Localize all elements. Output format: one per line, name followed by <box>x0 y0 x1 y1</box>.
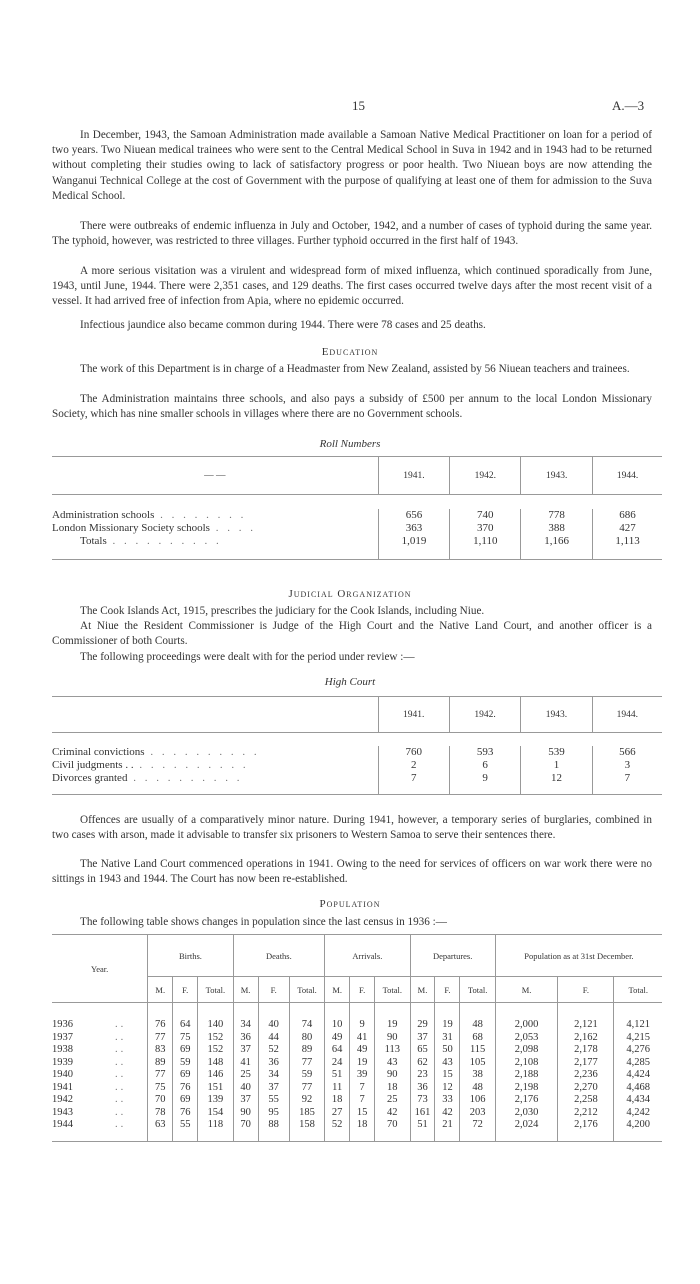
heading-population: Population <box>319 898 381 910</box>
table-cell: 4,468 <box>614 1081 662 1094</box>
table-cell: 146 <box>198 1069 233 1082</box>
table-cell: 29 <box>410 1019 435 1032</box>
row-leader: . . . . . . . . . . <box>133 759 249 771</box>
table-cell: 27 <box>325 1106 350 1119</box>
table-cell: 24 <box>325 1056 350 1069</box>
table-cell: 154 <box>198 1106 233 1119</box>
table-cell: 59 <box>173 1056 198 1069</box>
table-cell: 3 <box>592 759 662 772</box>
table-cell: 7 <box>350 1094 375 1107</box>
table-cell: 4,242 <box>614 1106 662 1119</box>
table-cell: 48 <box>460 1081 495 1094</box>
table-cell: 52 <box>325 1119 350 1132</box>
table-cell: 2,198 <box>495 1081 557 1094</box>
row-leader: .. <box>115 1119 127 1131</box>
table-cell: 70 <box>148 1094 173 1107</box>
sub-header: M. <box>148 977 173 1003</box>
table-cell: 18 <box>375 1081 410 1094</box>
table-cell: 152 <box>198 1031 233 1044</box>
column-header: 1943. <box>521 697 592 733</box>
table-cell: 593 <box>449 746 520 759</box>
table-cell: 1 <box>521 759 592 772</box>
table-cell: 12 <box>521 772 592 785</box>
sub-header: M. <box>495 977 557 1003</box>
table-cell: 1,166 <box>521 535 593 548</box>
table-row <box>52 522 662 535</box>
paragraph-offences: Offences are usually of a comparatively minor nature. During 1941, however, a temporary series of burglaries, combined in two cases with arson, made it advisable to transfer six prisoners to Western Samoa to serve their sentences there. <box>52 814 652 842</box>
table-cell: 55 <box>258 1094 289 1107</box>
table-cell: 4,424 <box>614 1069 662 1082</box>
table-cell: 62 <box>410 1056 435 1069</box>
table-cell: 7 <box>378 772 449 785</box>
paragraph-population-intro: The following table shows changes in population since the last census in 1936 :— <box>80 916 447 928</box>
paragraph-native-land-court: The Native Land Court commenced operations in 1941. Owing to the need for services of officers on war work there were no sittings in 1943 and 1944. The Court has now been re-established. <box>52 858 652 886</box>
table-cell: 37 <box>410 1031 435 1044</box>
table-cell: 1,019 <box>378 535 450 548</box>
table-cell: 6 <box>449 759 520 772</box>
table-cell: 158 <box>289 1119 324 1132</box>
sub-header: Total. <box>289 977 324 1003</box>
group-header-births: Births. <box>148 935 233 977</box>
table-row <box>52 1044 662 1057</box>
table-cell: 75 <box>173 1031 198 1044</box>
table-cell: 64 <box>173 1019 198 1032</box>
table-cell: 388 <box>521 522 593 535</box>
year-header: Year. <box>52 935 148 1003</box>
table-cell: 161 <box>410 1106 435 1119</box>
table-cell: 370 <box>450 522 521 535</box>
table-cell: 90 <box>375 1069 410 1082</box>
table-cell: 115 <box>460 1044 495 1057</box>
table-cell: 51 <box>410 1119 435 1132</box>
table-cell: 113 <box>375 1044 410 1057</box>
year-cell <box>52 1106 148 1119</box>
sub-header: M. <box>410 977 435 1003</box>
table-cell: 4,121 <box>614 1019 662 1032</box>
row-leader: .. <box>115 1094 127 1106</box>
group-header-deaths: Deaths. <box>233 935 325 977</box>
table-row <box>52 1081 662 1094</box>
table-cell: 36 <box>233 1031 258 1044</box>
sub-header: Total. <box>198 977 233 1003</box>
sub-header: Total. <box>375 977 410 1003</box>
table-cell: 148 <box>198 1056 233 1069</box>
column-header: 1941. <box>378 697 449 733</box>
sub-header: Total. <box>460 977 495 1003</box>
row-leader: . . . . . . . . . . <box>127 772 243 784</box>
high-court-table <box>52 696 662 795</box>
year-label: 1943 <box>52 1106 73 1118</box>
table-cell: 42 <box>435 1106 460 1119</box>
table-cell: 2,177 <box>558 1056 614 1069</box>
table-cell: 42 <box>375 1106 410 1119</box>
table-cell: 11 <box>325 1081 350 1094</box>
table-cell: 4,434 <box>614 1094 662 1107</box>
table-cell: 2,236 <box>558 1069 614 1082</box>
table-cell: 778 <box>521 509 593 522</box>
sub-header: F. <box>258 977 289 1003</box>
caption-roll-numbers: Roll Numbers <box>319 438 381 450</box>
table-corner: — — <box>52 457 378 495</box>
table-cell: 49 <box>325 1031 350 1044</box>
table-cell: 140 <box>198 1019 233 1032</box>
sub-header: Total. <box>614 977 662 1003</box>
table-cell: 2,121 <box>558 1019 614 1032</box>
table-cell: 152 <box>198 1044 233 1057</box>
table-cell: 18 <box>350 1119 375 1132</box>
column-header: 1943. <box>521 457 593 495</box>
row-leader: .. <box>115 1081 127 1093</box>
table-cell: 51 <box>325 1069 350 1082</box>
table-cell: 77 <box>289 1081 324 1094</box>
page-number: 15 <box>352 98 365 113</box>
table-cell: 19 <box>375 1019 410 1032</box>
year-label: 1942 <box>52 1094 73 1106</box>
table-row <box>52 759 662 772</box>
year-label: 1936 <box>52 1019 73 1031</box>
row-leader: . . . . . . . . . . <box>106 535 222 547</box>
row-label: London Missionary Society schools <box>52 522 210 534</box>
year-label: 1938 <box>52 1044 73 1056</box>
table-cell: 760 <box>378 746 449 759</box>
population-table <box>52 934 662 1142</box>
table-cell: 106 <box>460 1094 495 1107</box>
table-cell: 90 <box>375 1031 410 1044</box>
table-cell: 33 <box>435 1094 460 1107</box>
table-cell: 2,188 <box>495 1069 557 1082</box>
table-cell: 15 <box>435 1069 460 1082</box>
table-cell: 427 <box>593 522 662 535</box>
table-cell: 2,024 <box>495 1119 557 1132</box>
row-leader: . . . . . . . . <box>154 509 247 521</box>
table-cell: 36 <box>258 1056 289 1069</box>
sub-header: F. <box>558 977 614 1003</box>
table-cell: 70 <box>375 1119 410 1132</box>
table-cell: 50 <box>435 1044 460 1057</box>
table-cell: 1,110 <box>450 535 521 548</box>
row-leader: .. <box>115 1031 127 1043</box>
table-cell: 37 <box>233 1044 258 1057</box>
table-cell: 19 <box>435 1019 460 1032</box>
table-cell: 2,176 <box>558 1119 614 1132</box>
population-rows <box>52 1019 662 1142</box>
year-cell <box>52 1056 148 1069</box>
table-cell: 9 <box>350 1019 375 1032</box>
table-cell: 25 <box>233 1069 258 1082</box>
table-cell: 7 <box>350 1081 375 1094</box>
paragraph-jaundice: Infectious jaundice also became common during 1944. There were 78 cases and 25 deaths. <box>80 319 486 331</box>
table-cell: 2,270 <box>558 1081 614 1094</box>
table-cell: 2,098 <box>495 1044 557 1057</box>
column-header: 1944. <box>593 457 662 495</box>
table-row <box>52 1119 662 1132</box>
paragraph-education-schools: The Administration maintains three schools, and also pays a subsidy of £500 per annum to the local London Missionary Society, which has nine smaller schools in villages where there are no Government schools. <box>52 393 652 421</box>
table-cell: 69 <box>173 1094 198 1107</box>
table-cell: 2,178 <box>558 1044 614 1057</box>
year-cell <box>52 1031 148 1044</box>
table-cell: 686 <box>593 509 662 522</box>
table-cell: 43 <box>375 1056 410 1069</box>
roll-numbers-table <box>52 456 662 560</box>
table-cell: 63 <box>148 1119 173 1132</box>
year-label: 1941 <box>52 1081 73 1093</box>
table-cell: 566 <box>592 746 662 759</box>
row-leader: .. <box>115 1106 127 1118</box>
table-cell: 39 <box>350 1069 375 1082</box>
table-cell: 36 <box>410 1081 435 1094</box>
table-cell: 76 <box>148 1019 173 1032</box>
table-cell: 65 <box>410 1044 435 1057</box>
table-cell: 2,258 <box>558 1094 614 1107</box>
table-cell: 4,285 <box>614 1056 662 1069</box>
table-cell: 77 <box>289 1056 324 1069</box>
table-cell: 77 <box>148 1031 173 1044</box>
table-cell: 59 <box>289 1069 324 1082</box>
table-cell: 76 <box>173 1106 198 1119</box>
table-cell: 83 <box>148 1044 173 1057</box>
table-cell: 38 <box>460 1069 495 1082</box>
table-cell: 151 <box>198 1081 233 1094</box>
row-label: Administration schools <box>52 509 155 521</box>
table-cell: 89 <box>289 1044 324 1057</box>
table-row <box>52 1069 662 1082</box>
table-cell: 2,108 <box>495 1056 557 1069</box>
table-cell: 31 <box>435 1031 460 1044</box>
table-cell: 43 <box>435 1056 460 1069</box>
table-cell: 15 <box>350 1106 375 1119</box>
column-header: 1942. <box>449 697 520 733</box>
row-label: Criminal convictions <box>52 746 145 758</box>
table-cell: 64 <box>325 1044 350 1057</box>
table-row <box>52 1019 662 1032</box>
row-leader: .. <box>115 1019 127 1031</box>
row-leader: .. <box>115 1069 127 1081</box>
year-label: 1937 <box>52 1031 73 1043</box>
table-cell: 2,162 <box>558 1031 614 1044</box>
table-cell: 92 <box>289 1094 324 1107</box>
table-cell: 80 <box>289 1031 324 1044</box>
table-cell: 203 <box>460 1106 495 1119</box>
table-cell: 78 <box>148 1106 173 1119</box>
table-cell: 12 <box>435 1081 460 1094</box>
paragraph-education-department: The work of this Department is in charge of a Headmaster from New Zealand, assisted by 56 Niuean teachers and trainees. <box>80 363 630 375</box>
group-header-population: Population as at 31st December. <box>495 935 662 977</box>
row-leader: .. <box>115 1044 127 1056</box>
column-header: 1942. <box>450 457 521 495</box>
table-cell: 77 <box>148 1069 173 1082</box>
row-label: Civil judgments . . <box>52 759 134 771</box>
table-cell: 4,215 <box>614 1031 662 1044</box>
table-cell: 49 <box>350 1044 375 1057</box>
table-cell: 185 <box>289 1106 324 1119</box>
table-cell: 9 <box>449 772 520 785</box>
table-cell: 68 <box>460 1031 495 1044</box>
column-header: 1944. <box>592 697 662 733</box>
table-cell: 539 <box>521 746 592 759</box>
table-cell: 2 <box>378 759 449 772</box>
caption-high-court: High Court <box>324 676 376 688</box>
year-label: 1944 <box>52 1119 73 1131</box>
table-cell: 4,276 <box>614 1044 662 1057</box>
table-cell: 69 <box>173 1069 198 1082</box>
sub-header: M. <box>233 977 258 1003</box>
table-cell: 37 <box>258 1081 289 1094</box>
row-leader: . . . . <box>209 522 256 534</box>
paragraph-proceedings: The following proceedings were dealt with for the period under review :— <box>80 651 415 663</box>
table-cell: 118 <box>198 1119 233 1132</box>
table-corner <box>52 697 378 733</box>
table-cell: 1,113 <box>593 535 662 548</box>
table-cell: 75 <box>148 1081 173 1094</box>
sub-header: F. <box>173 977 198 1003</box>
table-cell: 41 <box>233 1056 258 1069</box>
table-cell: 2,053 <box>495 1031 557 1044</box>
row-label: Totals <box>80 535 107 547</box>
table-cell: 740 <box>450 509 521 522</box>
table-cell: 52 <box>258 1044 289 1057</box>
table-cell: 23 <box>410 1069 435 1082</box>
table-cell: 37 <box>233 1094 258 1107</box>
year-cell <box>52 1019 148 1032</box>
table-row <box>52 746 662 759</box>
table-cell: 363 <box>378 522 450 535</box>
table-row <box>52 509 662 522</box>
sub-header: M. <box>325 977 350 1003</box>
table-cell: 70 <box>233 1119 258 1132</box>
table-cell: 139 <box>198 1094 233 1107</box>
heading-judicial: Judicial Organization <box>288 588 412 600</box>
table-cell: 19 <box>350 1056 375 1069</box>
year-cell <box>52 1094 148 1107</box>
column-header: 1941. <box>378 457 450 495</box>
row-leader: . . . . . . . . . . <box>144 746 260 758</box>
table-cell: 2,176 <box>495 1094 557 1107</box>
table-cell: 73 <box>410 1094 435 1107</box>
table-cell: 656 <box>378 509 450 522</box>
table-cell: 2,000 <box>495 1019 557 1032</box>
table-cell: 18 <box>325 1094 350 1107</box>
table-cell: 34 <box>233 1019 258 1032</box>
table-cell: 95 <box>258 1106 289 1119</box>
year-label: 1940 <box>52 1069 73 1081</box>
table-cell: 25 <box>375 1094 410 1107</box>
sub-header: F. <box>350 977 375 1003</box>
row-label: Divorces granted <box>52 772 128 784</box>
year-cell <box>52 1044 148 1057</box>
table-row <box>52 772 662 785</box>
table-cell: 4,200 <box>614 1119 662 1132</box>
table-cell: 48 <box>460 1019 495 1032</box>
table-cell: 69 <box>173 1044 198 1057</box>
group-header-departures: Departures. <box>410 935 495 977</box>
paragraph-mixed-influenza: A more serious visitation was a virulent and widespread form of mixed influenza, which continued sporadically from June, 1943, until June, 1944. There were 2,351 cases, and 129 deaths. The first cases occurred twelve days after the most recent visit of a vessel. It had arrived free of infection from Apia, where no epidemic occurred. <box>52 265 652 308</box>
year-cell <box>52 1119 148 1132</box>
row-leader: .. <box>115 1056 127 1068</box>
table-cell: 40 <box>233 1081 258 1094</box>
table-row <box>52 1094 662 1107</box>
table-row <box>52 1056 662 1069</box>
table-cell: 90 <box>233 1106 258 1119</box>
table-cell: 2,030 <box>495 1106 557 1119</box>
table-cell: 76 <box>173 1081 198 1094</box>
table-row <box>52 1106 662 1119</box>
table-cell: 89 <box>148 1056 173 1069</box>
table-cell: 55 <box>173 1119 198 1132</box>
table-row <box>52 1031 662 1044</box>
page-reference: A.—3 <box>612 98 645 113</box>
table-cell: 41 <box>350 1031 375 1044</box>
group-header-arrivals: Arrivals. <box>325 935 410 977</box>
paragraph-resident-commissioner: At Niue the Resident Commissioner is Judge of the High Court and the Native Land Court, and another officer is a Commissioner of both Courts. <box>52 620 652 648</box>
table-cell: 2,212 <box>558 1106 614 1119</box>
table-cell: 88 <box>258 1119 289 1132</box>
table-cell: 72 <box>460 1119 495 1132</box>
table-cell: 7 <box>592 772 662 785</box>
sub-header: F. <box>435 977 460 1003</box>
paragraph-cook-islands-act: The Cook Islands Act, 1915, prescribes the judiciary for the Cook Islands, including Niue. <box>80 605 485 617</box>
table-cell: 44 <box>258 1031 289 1044</box>
table-cell: 10 <box>325 1019 350 1032</box>
year-cell <box>52 1069 148 1082</box>
table-cell: 105 <box>460 1056 495 1069</box>
paragraph-influenza-typhoid: There were outbreaks of endemic influenza in July and October, 1942, and a number of cases of typhoid during the same year. The typhoid, however, was restricted to three villages. Further typhoid occurred in the first half of 1943. <box>52 220 652 248</box>
table-cell: 34 <box>258 1069 289 1082</box>
table-cell: 21 <box>435 1119 460 1132</box>
year-cell <box>52 1081 148 1094</box>
table-cell: 40 <box>258 1019 289 1032</box>
paragraph-medical-officer: In December, 1943, the Samoan Administration made available a Samoan Native Medical Practitioner on loan for a period of two years. Two Niuean medical trainees who were sent to the Central Medical School in Suva in 1942 and in 1943 had to be returned without completing their studies owing to lack of satisfactory progress or poor health. Two Niuean boys are now attending the Wanganui Technical College at the cost of Government with the purpose of qualifying at least one of them for admission to the Suva Medical School. <box>52 129 652 202</box>
year-label: 1939 <box>52 1056 73 1068</box>
table-row <box>52 535 662 548</box>
heading-education: Education <box>321 346 379 358</box>
table-cell: 74 <box>289 1019 324 1032</box>
